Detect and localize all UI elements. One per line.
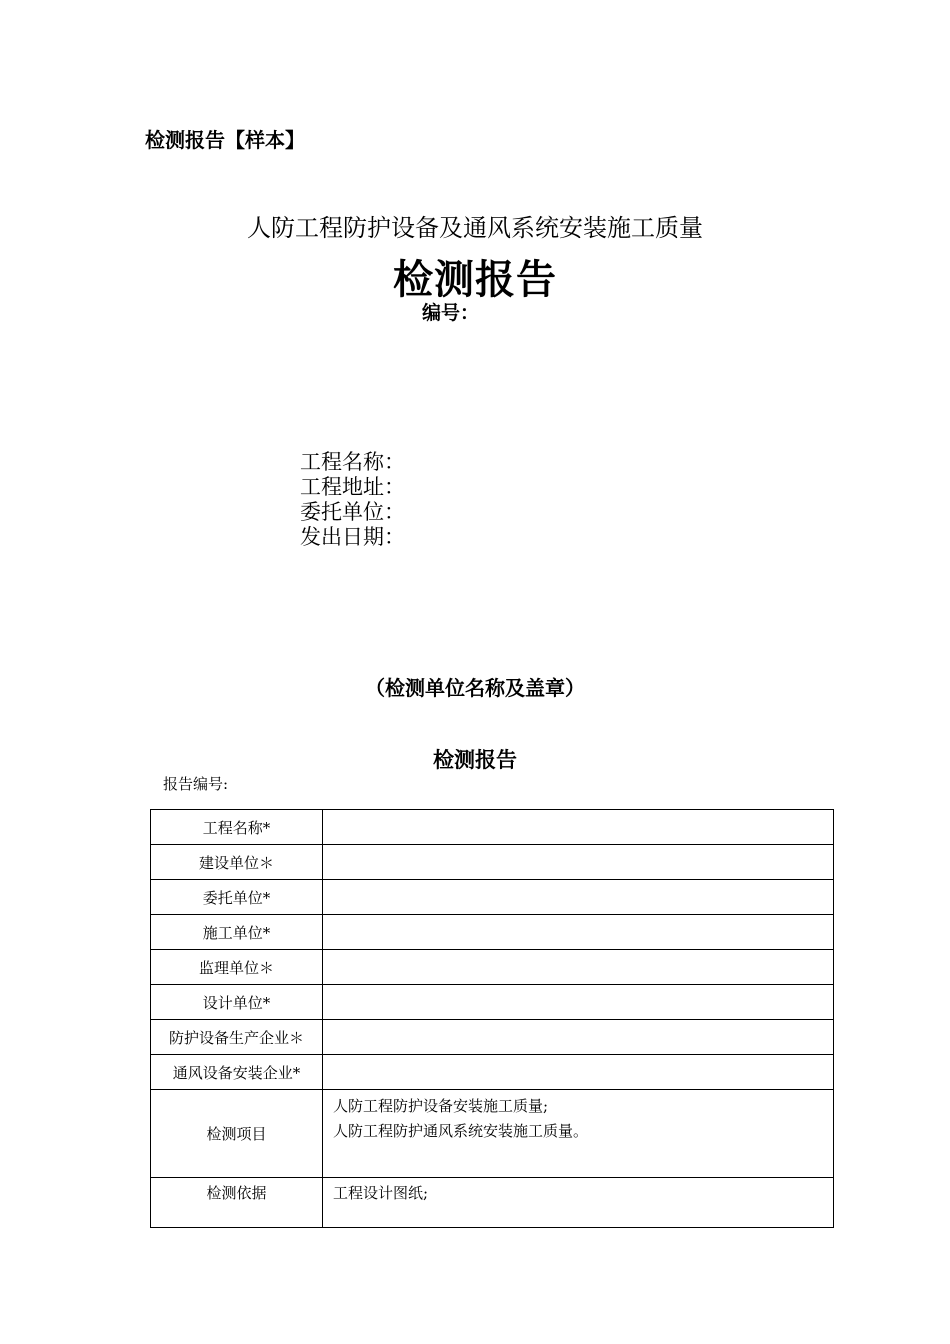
test-basis-value: 工程设计图纸; <box>323 1178 834 1228</box>
test-basis-label: 检测依据 <box>151 1178 323 1228</box>
test-item-line: 人防工程防护设备安装施工质量; <box>333 1097 549 1115</box>
cover-info-block <box>300 450 405 550</box>
row-label: 监理单位＊ <box>151 950 323 985</box>
row-label: 委托单位* <box>151 880 323 915</box>
row-label: 建设单位＊ <box>151 845 323 880</box>
row-value <box>323 950 834 985</box>
cover-title: 人防工程防护设备及通风系统安装施工质量 <box>247 214 703 242</box>
table-row-test-basis <box>151 1178 834 1228</box>
row-label: 通风设备安装企业* <box>151 1055 323 1090</box>
row-label: 防护设备生产企业＊ <box>151 1020 323 1055</box>
row-value <box>323 1055 834 1090</box>
table-row <box>151 880 834 915</box>
client-label: 委托单位： <box>300 500 405 524</box>
row-value <box>323 1020 834 1055</box>
row-value <box>323 880 834 915</box>
report-info-table <box>150 809 834 1228</box>
table-row <box>151 985 834 1020</box>
row-value <box>323 915 834 950</box>
table-row-test-items <box>151 1090 834 1178</box>
sample-heading: 检测报告【样本】 <box>145 128 305 152</box>
cover-code-label: 编号： <box>422 302 480 324</box>
table-row <box>151 915 834 950</box>
table-row <box>151 1020 834 1055</box>
row-label: 施工单位* <box>151 915 323 950</box>
row-value <box>323 845 834 880</box>
seal-note: （检测单位名称及盖章） <box>365 676 585 700</box>
row-value <box>323 810 834 845</box>
report-number-label: 报告编号: <box>163 775 229 793</box>
table-row <box>151 845 834 880</box>
table-row <box>151 810 834 845</box>
table-row <box>151 950 834 985</box>
row-label: 设计单位* <box>151 985 323 1020</box>
issue-date-label: 发出日期： <box>300 525 405 549</box>
table-row <box>151 1055 834 1090</box>
project-name-label: 工程名称： <box>300 450 405 474</box>
test-items-label: 检测项目 <box>151 1090 323 1178</box>
project-address-label: 工程地址： <box>300 475 405 499</box>
cover-report-title: 检测报告 <box>393 256 557 303</box>
report-title: 检测报告 <box>433 747 517 772</box>
row-value <box>323 985 834 1020</box>
test-items-value <box>323 1090 834 1178</box>
row-label: 工程名称* <box>151 810 323 845</box>
test-item-line: 人防工程防护通风系统安装施工质量。 <box>333 1122 589 1140</box>
